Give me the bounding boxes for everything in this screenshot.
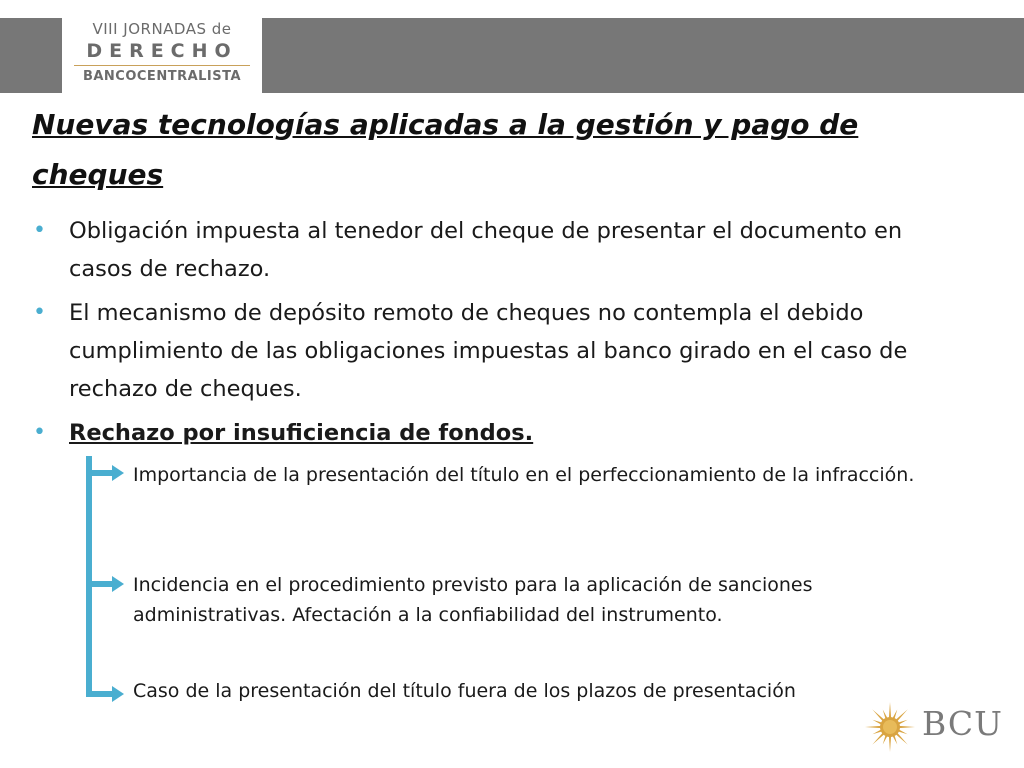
bullet-dot-icon: •	[33, 300, 46, 325]
header-banner-left	[0, 18, 62, 93]
bcu-logo-text: BCU	[922, 704, 1003, 743]
sun-ray	[865, 726, 881, 728]
bullet-text: Rechazo por insuficiencia de fondos.	[69, 420, 534, 446]
sun-ray	[872, 709, 884, 721]
logo-line-2: DERECHO	[86, 40, 238, 62]
bullet-dot-icon: •	[33, 218, 46, 243]
slide-title: Nuevas tecnologías aplicadas a la gestión y pago de cheques	[32, 108, 859, 191]
sun-ray	[889, 702, 891, 718]
bullet-item	[30, 212, 970, 288]
sub-item: Incidencia en el procedimiento previsto para la aplicación de sanciones administrativas. Afectación a la confiabilidad del instrumento.	[133, 574, 813, 626]
logo-line-3: BANCOCENTRALISTA	[74, 65, 250, 84]
sun-ray	[896, 709, 908, 721]
bullet-text: Obligación impuesta al tenedor del cheque de presentar el documento en casos de rechazo.	[69, 218, 903, 282]
sun-ray	[889, 736, 891, 752]
bullet-list	[30, 212, 970, 458]
bullet-text: El mecanismo de depósito remoto de cheques no contempla el debido cumplimiento de las obligaciones impuestas al banco girado en el caso de rechazo de cheques.	[69, 300, 908, 402]
sun-ray	[872, 733, 884, 745]
logo-line-1: VIII JORNADAS de	[92, 20, 232, 38]
bracket-arrow-connector-icon	[86, 456, 136, 706]
bullet-item	[30, 414, 970, 452]
bullet-item	[30, 294, 970, 408]
bcu-logo	[862, 700, 1012, 756]
header-banner-right	[262, 18, 1024, 93]
sub-item: Importancia de la presentación del título en el perfeccionamiento de la infracción.	[133, 464, 915, 486]
sun-ray	[896, 733, 908, 745]
sub-item-list	[86, 456, 976, 706]
event-logo	[62, 18, 262, 96]
sub-item: Caso de la presentación del título fuera de los plazos de presentación	[133, 680, 796, 702]
sun-ray	[899, 726, 915, 728]
bullet-dot-icon: •	[33, 420, 46, 445]
sun-emblem-icon	[864, 701, 916, 753]
